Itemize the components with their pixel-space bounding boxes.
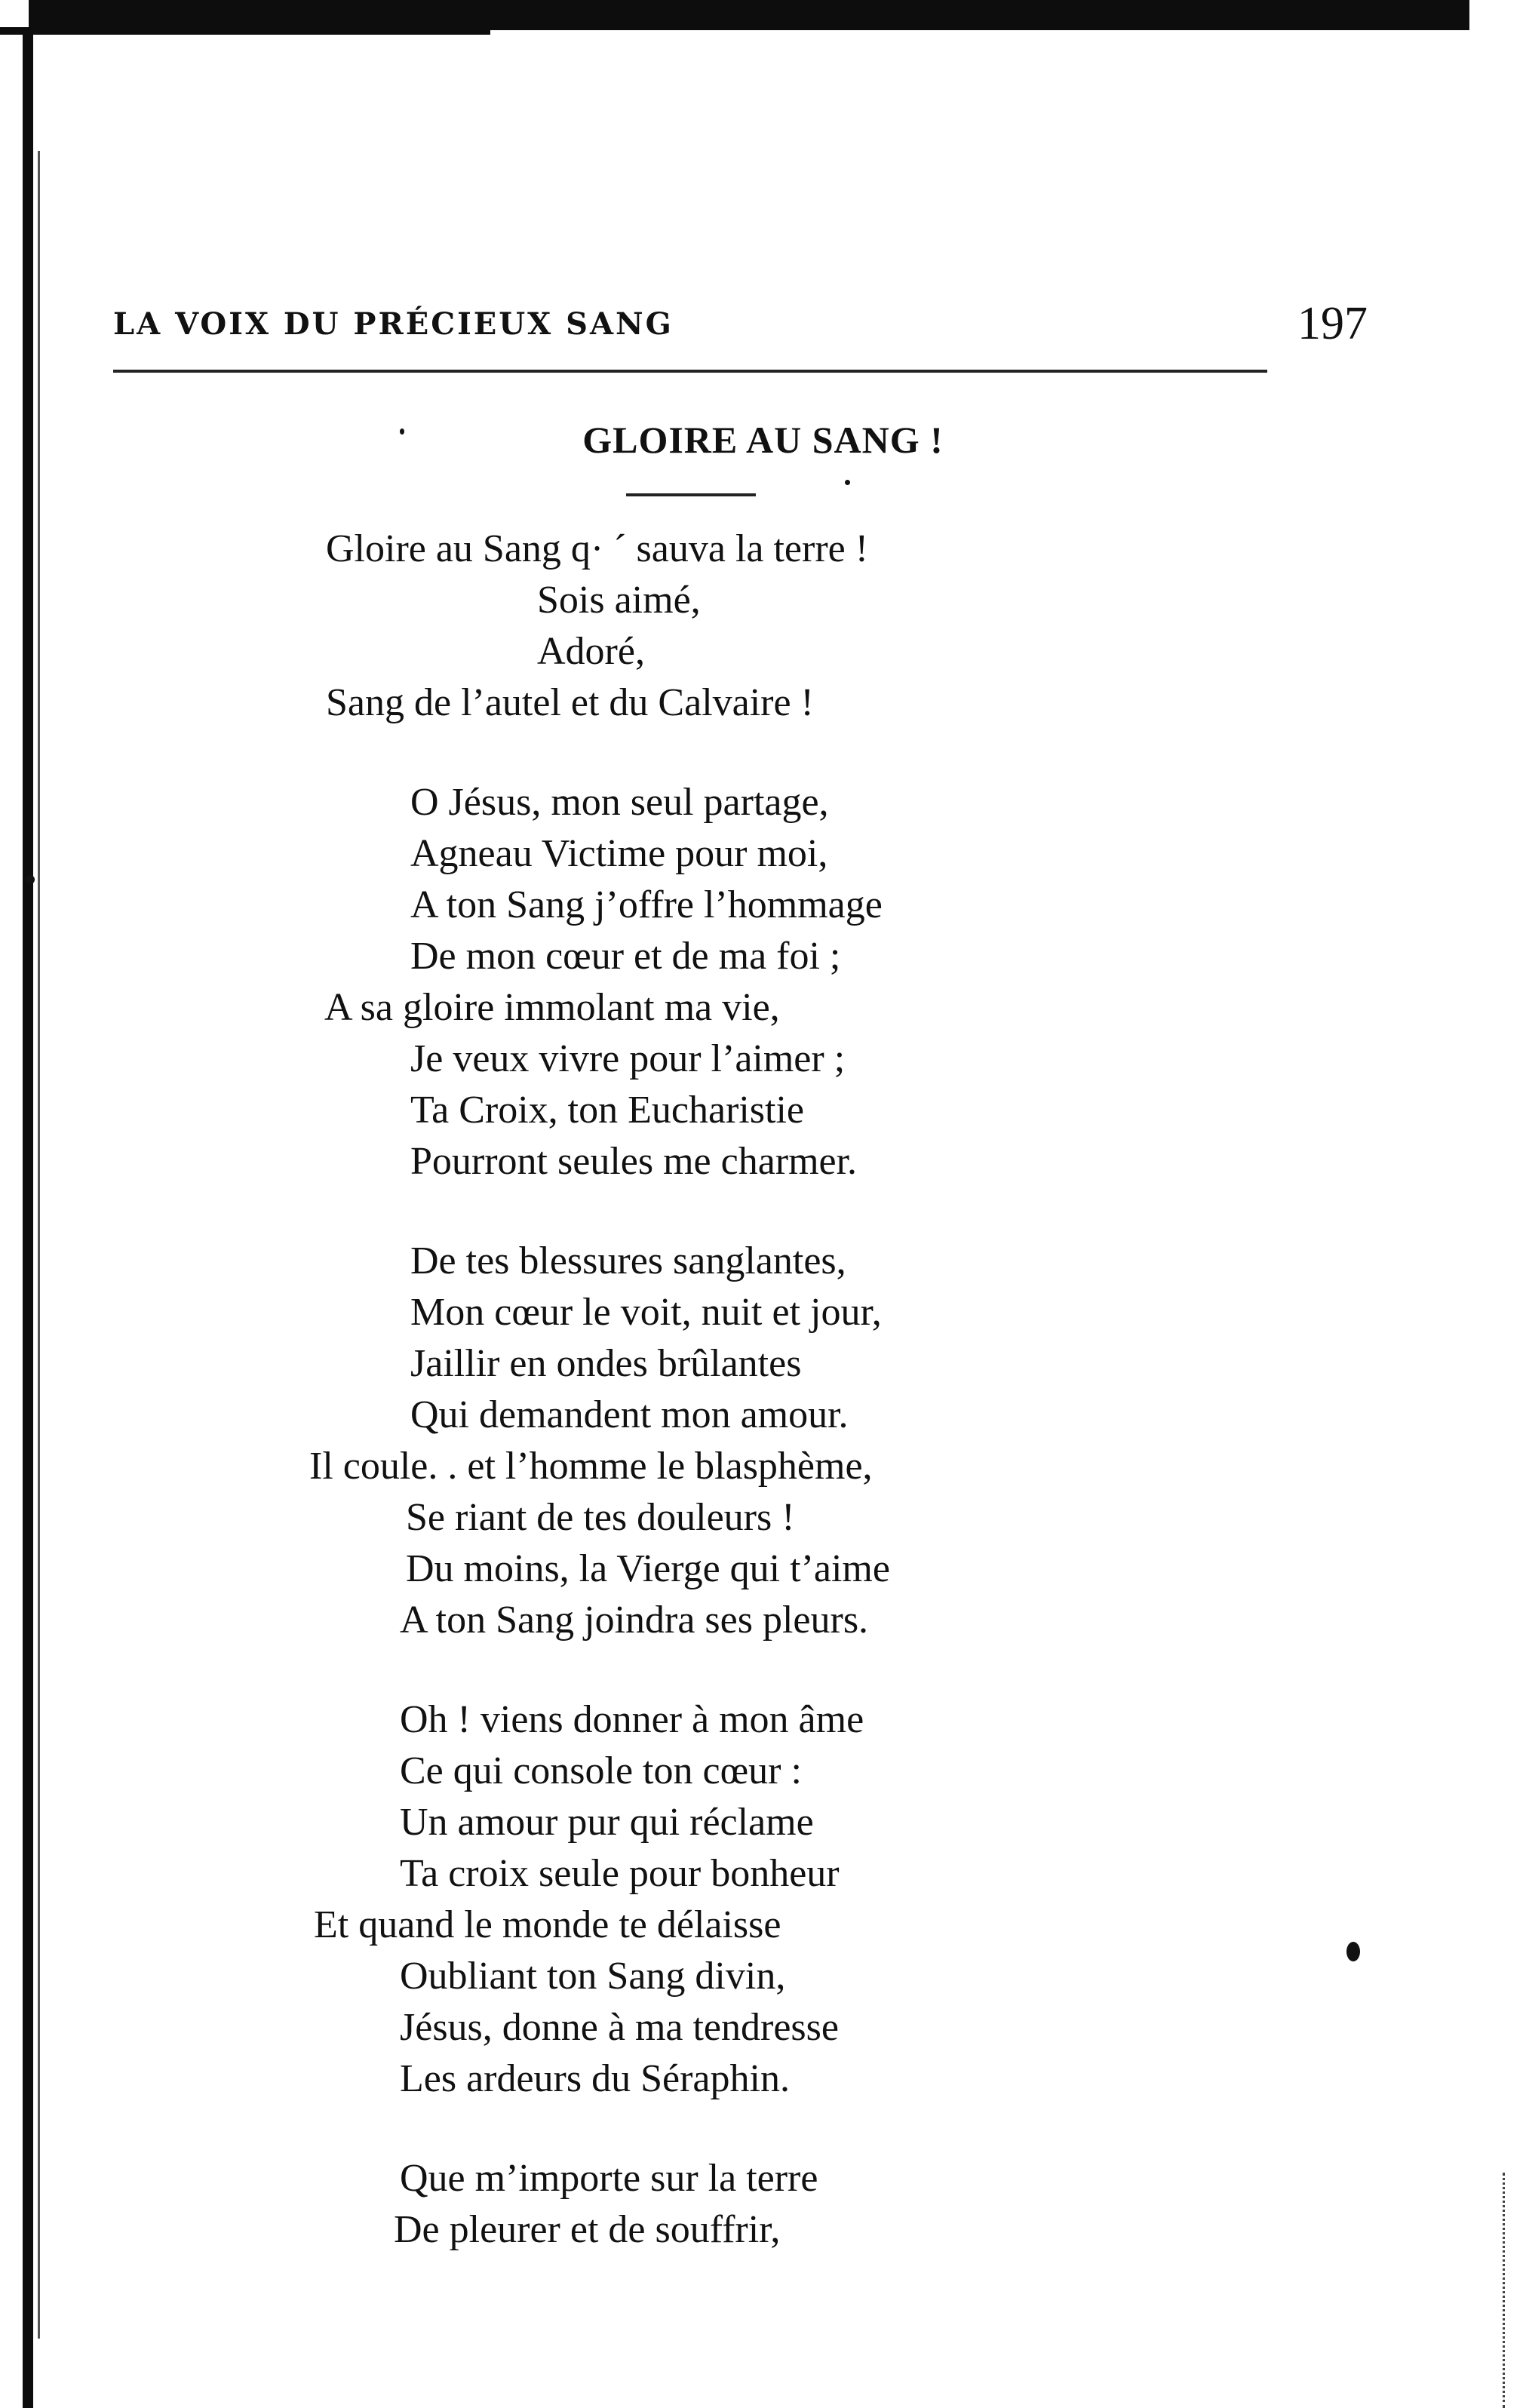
poem-line: A ton Sang j’offre l’hommage (410, 883, 883, 926)
poem-line: Agneau Victime pour moi, (410, 832, 828, 875)
poem-line: Oh ! viens donner à mon âme (400, 1698, 864, 1741)
poem-line: Et quand le monde te délaisse (314, 1903, 781, 1946)
poem-line: Ce qui console ton cœur : (400, 1749, 802, 1792)
poem-line: Ta croix seule pour bonheur (400, 1852, 840, 1895)
ink-speck (845, 480, 850, 485)
poem-line: A sa gloire immolant ma vie, (324, 986, 780, 1029)
poem-line: De tes blessures sanglantes, (410, 1239, 846, 1282)
poem-line: Du moins, la Vierge qui t’aime (406, 1547, 890, 1590)
poem-line: Pourront seules me charmer. (410, 1140, 858, 1183)
title-rule (626, 493, 756, 496)
poem-line: A ton Sang joindra ses pleurs. (400, 1599, 869, 1642)
running-head: LA VOIX DU PRÉCIEUX SANG (113, 306, 674, 342)
poem-title: GLOIRE AU SANG ! (582, 419, 944, 461)
poem-line: De mon cœur et de ma foi ; (410, 935, 841, 978)
poem-line: Un amour pur qui réclame (400, 1801, 814, 1844)
scan-left-border-inner (38, 151, 40, 2339)
poem-line: De pleurer et de souffrir, (394, 2208, 781, 2251)
page-number: 197 (1297, 298, 1368, 349)
poem-line: Gloire au Sang q· ´ sauva la terre ! (326, 527, 869, 570)
poem-line: Qui demandent mon amour. (410, 1393, 849, 1436)
ink-speck (1346, 1942, 1360, 1961)
poem-line: Mon cœur le voit, nuit et jour, (410, 1291, 882, 1334)
scan-top-border-edge (0, 27, 490, 35)
poem-line: Les ardeurs du Séraphin. (400, 2057, 790, 2100)
poem-line: Ta Croix, ton Eucharistie (410, 1089, 805, 1132)
poem-line: Oubliant ton Sang divin, (400, 1955, 786, 1998)
poem-line: Sois aimé, (537, 579, 701, 622)
poem-line: Jésus, donne à ma tendresse (400, 2006, 839, 2049)
poem-line: Se riant de tes douleurs ! (406, 1496, 795, 1539)
poem-line: Je veux vivre pour l’aimer ; (410, 1037, 846, 1080)
poem-line: Adoré, (537, 630, 645, 673)
header-rule (113, 370, 1267, 373)
poem-line: O Jésus, mon seul partage, (410, 781, 829, 824)
poem-line: Que m’importe sur la terre (400, 2157, 818, 2200)
poem-line: Il coule. . et l’homme le blasphème, (309, 1445, 873, 1488)
scan-top-border (29, 0, 1469, 30)
poem-line: Sang de l’autel et du Calvaire ! (326, 681, 814, 724)
scan-left-border (23, 30, 33, 2408)
ink-speck (26, 875, 35, 884)
scan-right-specks (1503, 2173, 1509, 2408)
poem-line: Jaillir en ondes brûlantes (410, 1342, 802, 1385)
